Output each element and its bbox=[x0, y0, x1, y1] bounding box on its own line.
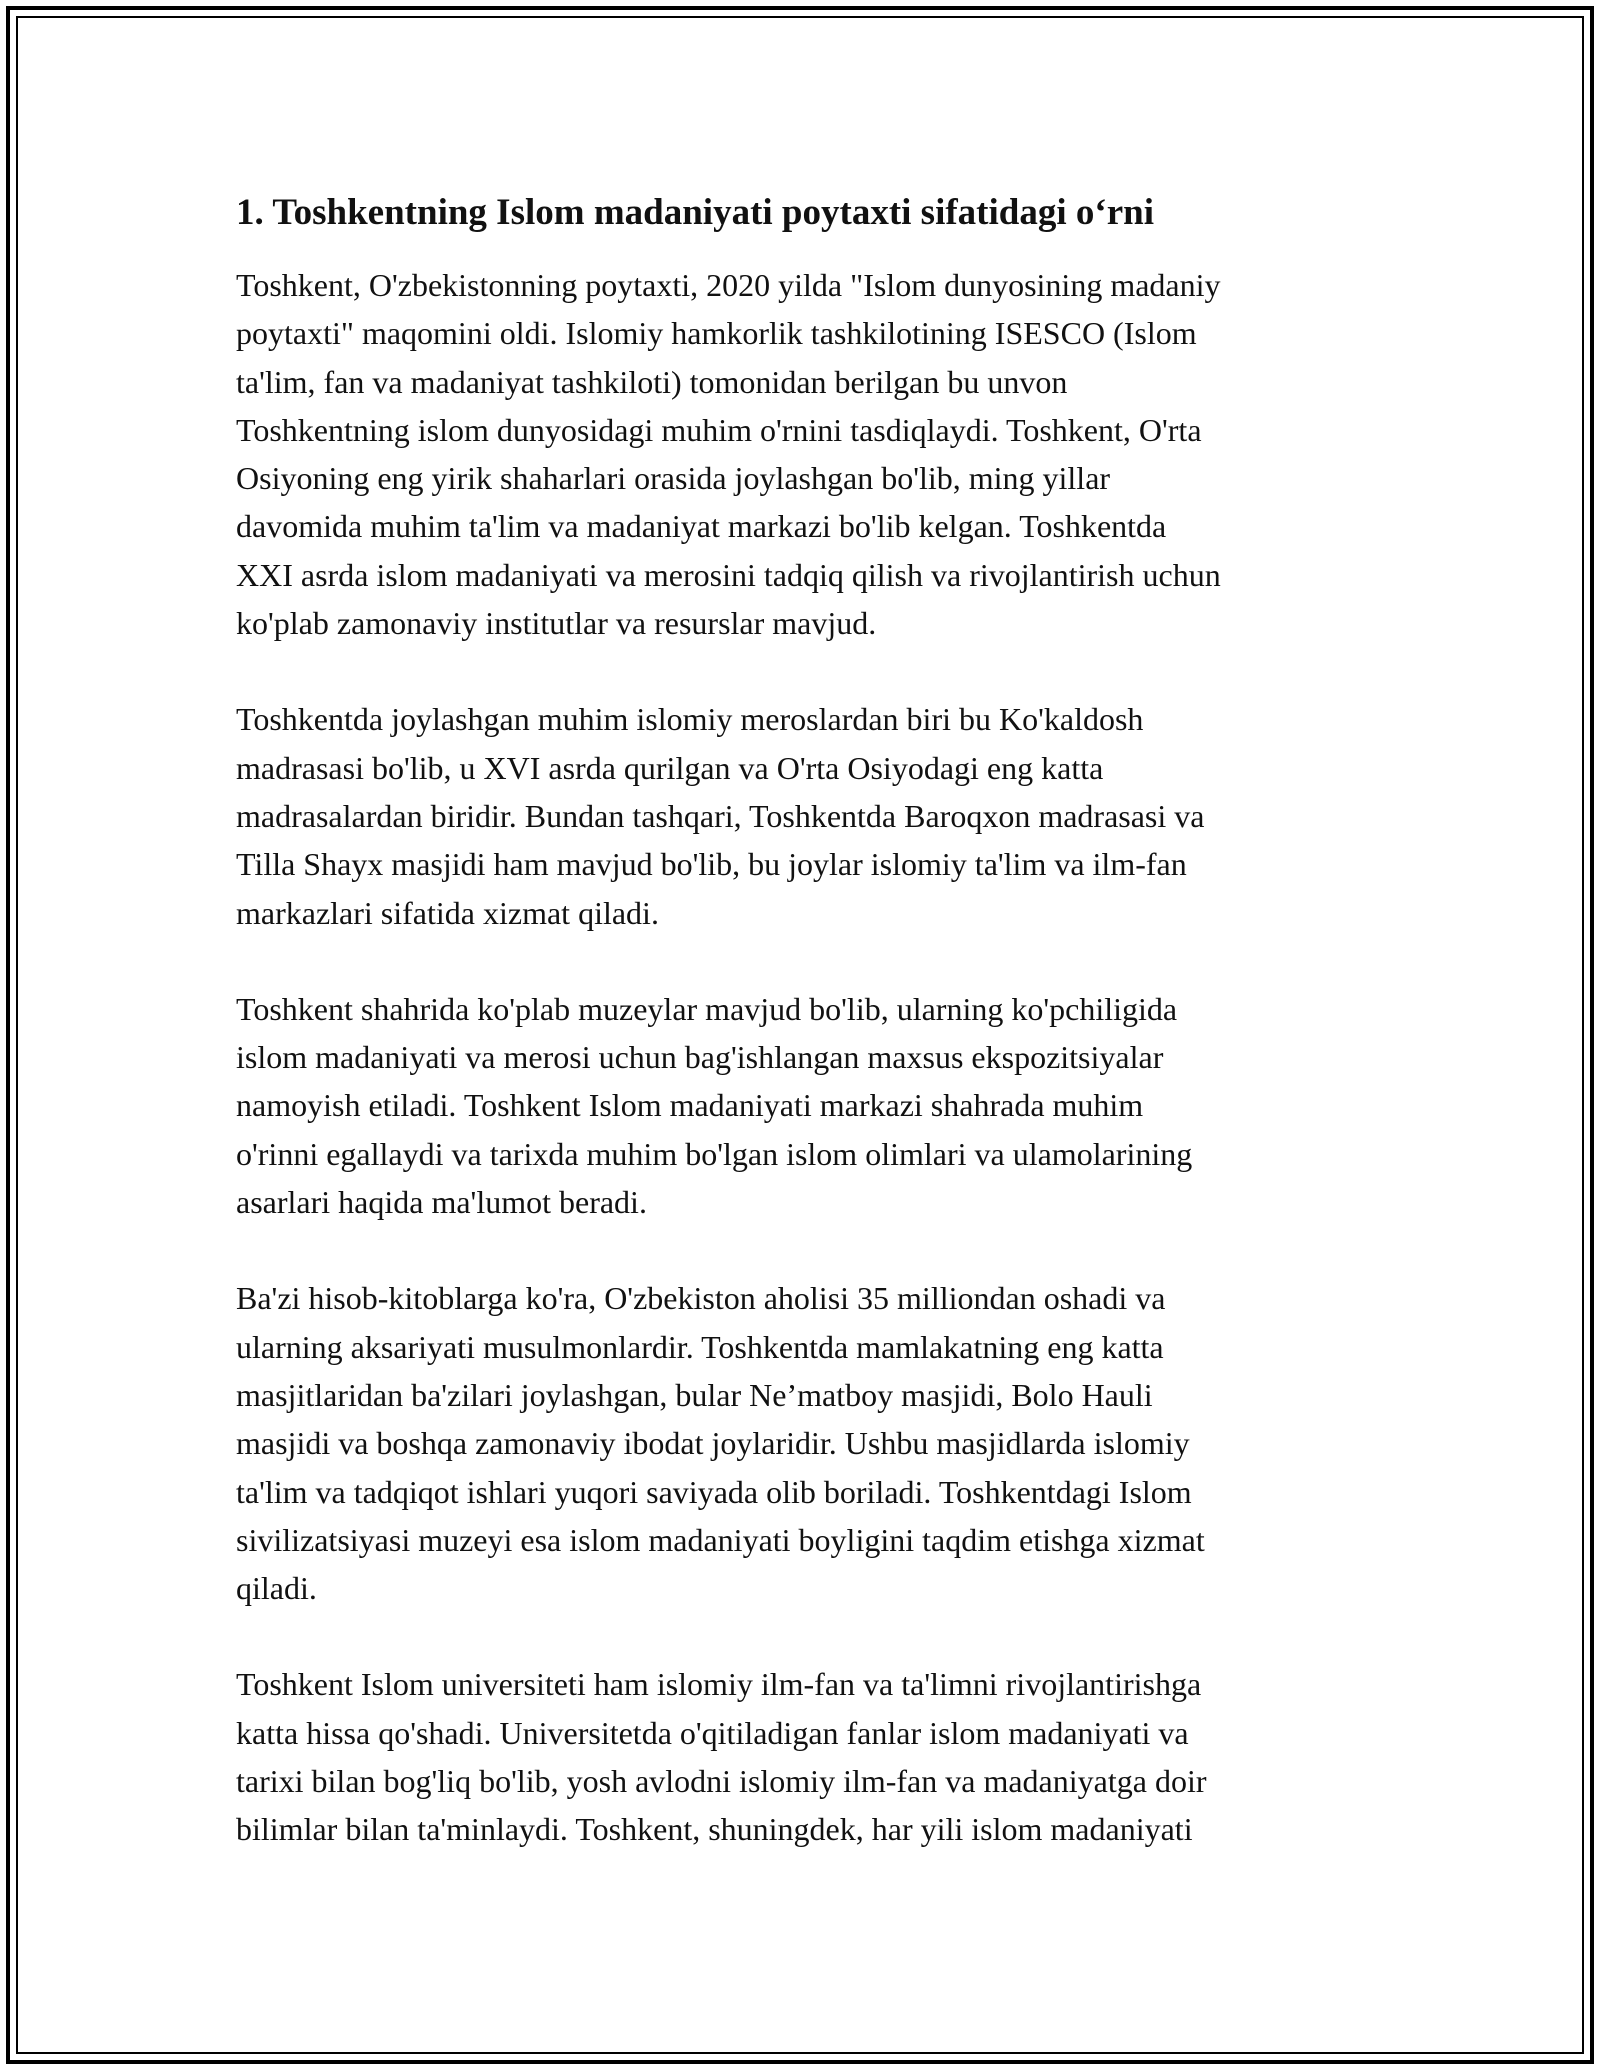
paragraph-5 bbox=[236, 1660, 1386, 1853]
paragraph-line: katta hissa qo'shadi. Universitetda o'qitiladigan fanlar islom madaniyati va bbox=[236, 1714, 1189, 1751]
paragraph-line: poytaxti" maqomini oldi. Islomiy hamkorlik tashkilotining ISESCO (Islom bbox=[236, 315, 1197, 352]
paragraph-line: Toshkent shahrida ko'plab muzeylar mavjud bo'lib, ularning ko'pchiligida bbox=[236, 990, 1178, 1027]
paragraph-3 bbox=[236, 985, 1386, 1226]
paragraph-line: ko'plab zamonaviy institutlar va resurslar mavjud. bbox=[236, 605, 877, 642]
paragraph-line: masjitlaridan ba'zilari joylashgan, bular Ne’matboy masjidi, Bolo Hauli bbox=[236, 1376, 1153, 1413]
paragraph-line: ularning aksariyati musulmonlardir. Toshkentda mamlakatning eng katta bbox=[236, 1328, 1164, 1365]
paragraph-line: madrasasi bo'lib, u XVI asrda qurilgan va O'rta Osiyodagi eng katta bbox=[236, 749, 1104, 786]
paragraph-line: o'rinni egallaydi va tarixda muhim bo'lgan islom olimlari va ulamolarining bbox=[236, 1135, 1193, 1172]
paragraph-line: ta'lim va tadqiqot ishlari yuqori saviyada olib boriladi. Toshkentdagi Islom bbox=[236, 1473, 1192, 1510]
paragraph-line: Tilla Shayx masjidi ham mavjud bo'lib, bu joylar islomiy ta'lim va ilm-fan bbox=[236, 846, 1187, 883]
paragraph-line: davomida muhim ta'lim va madaniyat markazi bo'lib kelgan. Toshkentda bbox=[236, 508, 1167, 545]
paragraph-line: Toshkentda joylashgan muhim islomiy meroslardan biri bu Ko'kaldosh bbox=[236, 701, 1144, 738]
paragraph-line: XXI asrda islom madaniyati va merosini tadqiq qilish va rivojlantirish uchun bbox=[236, 556, 1221, 593]
paragraph-line: Toshkent, O'zbekistonning poytaxti, 2020 yilda "Islom dunyosining madaniy bbox=[236, 267, 1221, 303]
paragraph-line: tarixi bilan bog'liq bo'lib, yosh avlodni islomiy ilm-fan va madaniyatga doir bbox=[236, 1763, 1207, 1800]
paragraph-line: masjidi va boshqa zamonaviy ibodat joylaridir. Ushbu masjidlarda islomiy bbox=[236, 1425, 1190, 1462]
paragraph-line: Toshkentning islom dunyosidagi muhim o'rnini tasdiqlaydi. Toshkent, O'rta bbox=[236, 411, 1202, 448]
section-title: 1. Toshkentning Islom madaniyati poytaxti sifatidagi o‘rni bbox=[236, 192, 1154, 233]
paragraph-4 bbox=[236, 1274, 1386, 1612]
paragraph-line: Ba'zi hisob-kitoblarga ko'ra, O'zbekiston aholisi 35 milliondan oshadi va bbox=[236, 1280, 1166, 1317]
paragraph-line: bilimlar bilan ta'minlaydi. Toshkent, shuningdek, har yili islom madaniyati bbox=[236, 1811, 1193, 1848]
paragraph-line: Osiyoning eng yirik shaharlari orasida joylashgan bo'lib, ming yillar bbox=[236, 460, 1111, 497]
paragraph-line: qiladi. bbox=[236, 1570, 317, 1607]
paragraph-line: sivilizatsiyasi muzeyi esa islom madaniyati boyligini taqdim etishga xizmat bbox=[236, 1521, 1205, 1558]
paragraph-line: namoyish etiladi. Toshkent Islom madaniyati markazi shahrada muhim bbox=[236, 1087, 1144, 1124]
paragraph-line: madrasalardan biridir. Bundan tashqari, Toshkentda Baroqxon madrasasi va bbox=[236, 797, 1205, 834]
paragraph-line: markazlari sifatida xizmat qiladi. bbox=[236, 894, 659, 931]
paragraph-2 bbox=[236, 695, 1386, 936]
paragraph-line: islom madaniyati va merosi uchun bag'ishlangan maxsus ekspozitsiyalar bbox=[236, 1039, 1164, 1076]
paragraph-1 bbox=[236, 261, 1386, 647]
paragraph-line: ta'lim, fan va madaniyat tashkiloti) tomonidan berilgan bu unvon bbox=[236, 363, 1068, 400]
paragraph-line: asarlari haqida ma'lumot beradi. bbox=[236, 1184, 647, 1221]
document-body bbox=[236, 188, 1386, 1854]
paragraph-line: Toshkent Islom universiteti ham islomiy ilm-fan va ta'limni rivojlantirishga bbox=[236, 1666, 1202, 1703]
